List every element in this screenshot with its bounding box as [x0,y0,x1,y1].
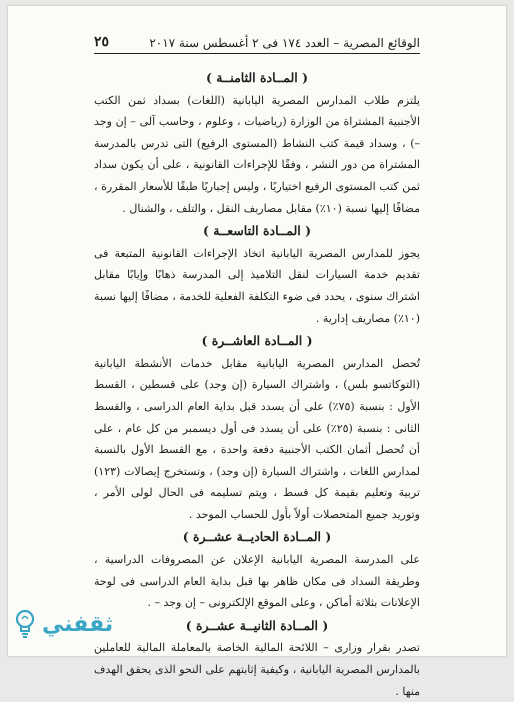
article-paragraph: تصدر بقرار وزارى – اللائحة المالية الخاصة بالمعاملة المالية للعاملين بالمدارس المصرية اليابانية ، وكيفية إثابتهم على النحو الذى يحقق الهدف منها . [94,641,420,698]
page-number: ٢٥ [94,34,110,50]
gazette-title: الوقائع المصرية – العدد ١٧٤ فى ٢ أغسطس سنة ٢٠١٧ [149,36,420,50]
article-title: ( المــادة الثانيــة عشــرة ) [185,617,329,633]
document-page [8,6,506,698]
article-8 [94,67,420,219]
page-header [94,28,420,54]
article-paragraph: يجوز للمدارس المصرية اليابانية اتخاذ الإجراءات القانونية المتبعة فى تقديم خدمة السيارات لنقل التلاميذ إلى المدرسة ذهابًا وإيابًا مقابل اشتراك سنوى ، يحدد فى ضوء التكلفة الفعلية للخدمة ، مضافًا إليها نسبة (١٠٪) مصاريف إدارية . [94,246,420,325]
article-paragraph: تُحصل المدارس المصرية اليابانية مقابل خدمات الأنشطة اليابانية (التوكاتسو بلس) ، واشتراك السيارة (إن وجد) على قسطين ، القسط الأول : بنسبة (٧٥٪) على أن يسدد قبل بداية العام الدراسى ، والقسط الثانى : بنسبة (٢٥٪) على أن يسدد فى أول ديسمبر من كل عام ، على أن تُحصل أثمان الكتب الأجنبية دفعة واحدة ، مع القسط الأول بالنسبة لمدارس اللغات ، واشتراك السيارة (إن وجد) ، وتستخرج إيصالات (١٢٣) تربية وتعليم بقيمة كل قسط ، ويتم تسليمه فى الحال لولى الأمر ، وتوريد جميع المتحصلات أولاً بأول للحساب الموحد . [94,356,420,521]
site-watermark [14,602,124,646]
article-title: ( المــادة الحاديــة عشــرة ) [182,529,332,545]
article-12 [94,615,420,702]
document-body [94,66,420,702]
article-title: ( المــادة التاسعــة ) [202,223,312,239]
lightbulb-icon [14,609,36,639]
article-9 [94,220,420,329]
article-title: ( المــادة الثامنــة ) [206,70,308,85]
watermark-text: ثقفني [42,611,114,637]
article-title: ( المــادة العاشــرة ) [201,333,313,349]
article-paragraph: يلتزم طلاب المدارس المصرية اليابانية (اللغات) بسداد ثمن الكتب الأجنبية المشتراة من الوزارة (رياضيات ، وعلوم ، وحاسب آلى – إن وجد –) ، وسداد قيمة كتب النشاط (المستوى الرفيع) التى تدرس بالمدرسة المشتراة من دور النشر ، وفقًا للإجراءات القانونية ، على أن يكون سداد ثمن كتب المستوى الرفيع اختياريًا ، وليس إجباريًا طبقًا للأسعار المقررة ، مضافًا إليها نسبة (١٠٪) مقابل مصاريف النقل ، والتلف ، والشنال . [94,93,420,215]
article-paragraph: على المدرسة المصرية اليابانية الإعلان عن المصروفات الدراسية ، وطريقة السداد فى مكان ظاهر بها قبل بداية العام الدراسى فى لوحة الإعلانات بثلاثة أماكن ، وعلى الموقع الإلكترونى – إن وجد – . [94,553,420,610]
article-11 [94,526,420,613]
article-10 [94,330,420,525]
